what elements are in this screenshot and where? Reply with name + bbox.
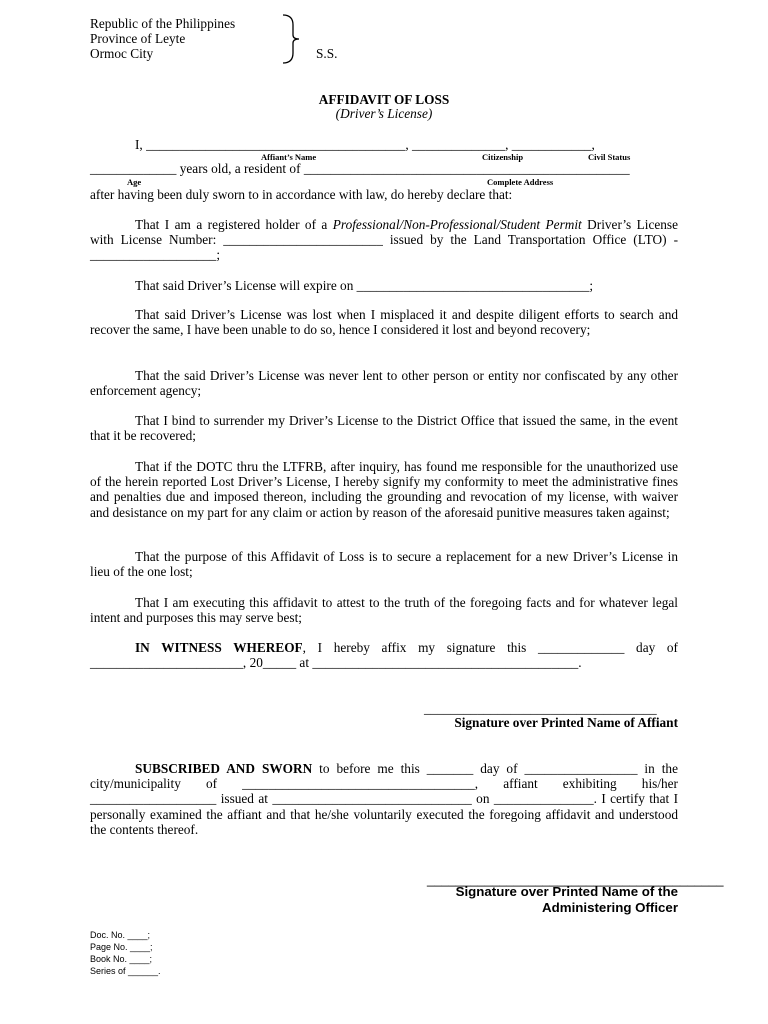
witness-text: , I hereby affix my signature this _____________ day of _______________________, 20_____ at ________________________________________.: [90, 640, 678, 671]
p5-text: That I bind to surrender my Driver’s License to the District Office that issued the same, in the event that it be recovered;: [90, 413, 678, 444]
venue-country: Republic of the Philippines: [90, 16, 236, 31]
p4-text: That the said Driver’s License was never lent to other person or entity nor confiscated by any other enforcement agency;: [90, 368, 678, 399]
paragraph-witness: [90, 640, 678, 670]
label-complete-address: Complete Address: [487, 177, 554, 187]
jurat-heading: SUBSCRIBED AND SWORN: [135, 761, 313, 776]
p8-text: That I am executing this affidavit to attest to the truth of the foregoing facts and for whatever legal intent and purposes this may serve best;: [90, 595, 678, 626]
affiant-signature-label: Signature over Printed Name of Affiant: [454, 715, 678, 730]
paragraph-jurat: [90, 761, 678, 837]
affiant-name-blank[interactable]: _______________________________________: [146, 137, 406, 152]
p3-text: That said Driver’s License was lost when I misplaced it and despite diligent efforts to search and recover the same, I have been unable to do so, hence I considered it lost and beyond recovery;: [90, 307, 678, 338]
paragraph-registered-holder: [90, 217, 678, 263]
p6-text: That if the DOTC thru the LTFRB, after inquiry, has found me responsible for the unauthorized use of the herein reported Lost Driver’s License, I hereby signify my conformity to meet the administrative fines and penalties due and imposed thereon, including the grounding and revocation of my license, with waiver and desistance on my part for any claim or action by reason of the aforesaid punitive measures taken against;: [90, 459, 678, 520]
citizenship-blank[interactable]: ______________: [412, 137, 506, 152]
paragraph-dotc-ltfrb: [90, 459, 678, 520]
book-number: Book No. ____;: [90, 954, 153, 964]
intro-line-3: after having been duly sworn to in accordance with law, do hereby declare that:: [90, 187, 513, 202]
label-age: Age: [127, 177, 142, 187]
jurat-text: to before me this _______ day of _________________ in the city/municipality of ___________________________________, affiant exhibiting his/her ___________________ issued at ______________________________ on _______________. I certify that I personally examined the affiant and that he/she voluntarily executed the foregoing affidavit and understood the contents thereof.: [90, 761, 678, 837]
p2-text: That said Driver’s License will expire on ___________________________________;: [135, 278, 594, 293]
page-number: Page No. ____;: [90, 942, 153, 952]
venue-city: Ormoc City: [90, 46, 154, 61]
separator: ,: [405, 137, 413, 152]
officer-signature-label-1: Signature over Printed Name of the: [455, 884, 678, 899]
civil-status-blank[interactable]: ____________: [511, 137, 592, 152]
separator: ,: [505, 137, 512, 152]
paragraph-never-lent: [90, 368, 678, 398]
venue-ss: S.S.: [316, 46, 338, 61]
officer-signature-label-2: Administering Officer: [542, 900, 678, 915]
paragraph-purpose: [90, 549, 678, 579]
paragraph-expiry: [90, 278, 678, 293]
p1-text-b: Driver’s License with License Number: ________________________ issued by the Land Transportation Office (LTO) - ___________________;: [90, 217, 679, 263]
label-citizenship: Citizenship: [482, 152, 524, 162]
series-number: Series of ______.: [90, 966, 161, 976]
paragraph-surrender: [90, 413, 678, 443]
affiant-signature-line[interactable]: ___________________________________: [424, 701, 657, 716]
witness-heading: IN WITNESS WHEREOF: [135, 640, 303, 655]
label-affiant-name: Affiant’s Name: [261, 152, 317, 162]
paragraph-executing: [90, 595, 678, 625]
label-civil-status: Civil Status: [588, 152, 631, 162]
paragraph-lost: [90, 307, 678, 337]
p1-text-a: That I am a registered holder of a: [135, 217, 333, 232]
document-title: AFFIDAVIT OF LOSS: [318, 92, 450, 107]
age-blank[interactable]: _____________: [90, 161, 177, 176]
intro-prefix: I,: [135, 137, 147, 152]
license-type-text: Professional/Non-Professional/Student Permit: [332, 217, 582, 232]
venue-province: Province of Leyte: [90, 31, 186, 46]
document-subtitle: (Driver’s License): [335, 106, 433, 121]
intro-line-1: [135, 137, 595, 152]
intro-line-2: [90, 161, 630, 176]
separator: ,: [591, 137, 595, 152]
p7-text: That the purpose of this Affidavit of Loss is to secure a replacement for a new Driver’s License in lieu of the one lost;: [90, 549, 678, 580]
doc-number: Doc. No. ____;: [90, 930, 151, 940]
resident-text: years old, a resident of: [176, 161, 304, 176]
venue-brace-icon: [281, 13, 301, 65]
address-blank[interactable]: _________________________________________________: [303, 161, 630, 176]
officer-signature-line[interactable]: _________________________________________: [427, 872, 724, 887]
